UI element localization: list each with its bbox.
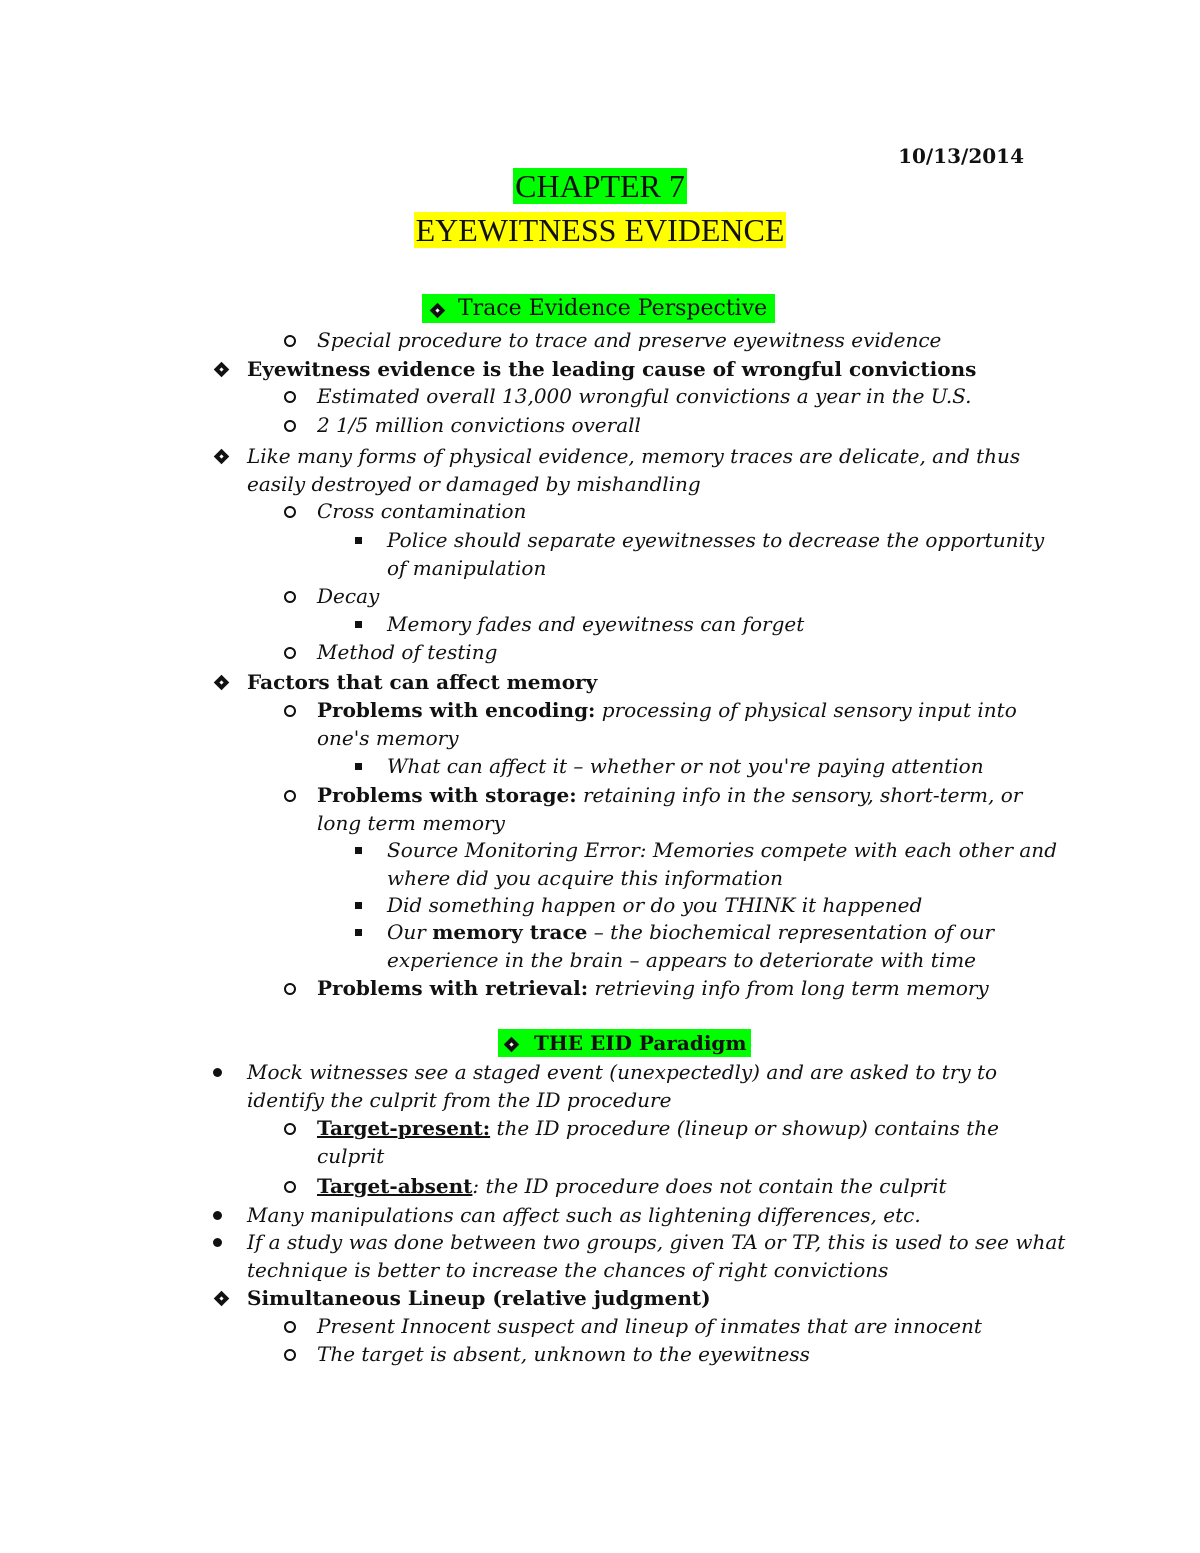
- storage-label: Problems with storage:: [317, 783, 577, 807]
- diamond-bullet-icon: [214, 362, 230, 378]
- target-present-item: [317, 1114, 999, 1142]
- encoding-text-2: one's memory: [317, 726, 459, 750]
- target-present-text: the ID procedure (lineup or showup) contains the: [490, 1116, 999, 1140]
- source-monitoring-2: where did you acquire this information: [387, 866, 783, 890]
- square-bullet-icon: [355, 929, 362, 936]
- circle-bullet-icon: [284, 983, 296, 995]
- factors-heading: Factors that can affect memory: [247, 670, 598, 694]
- diamond-bullet-icon: [214, 449, 230, 465]
- chapter-label: CHAPTER 7: [515, 168, 685, 204]
- memory-trace-bold: memory trace: [432, 920, 588, 944]
- circle-bullet-icon: [284, 1123, 296, 1135]
- like-line-1: Like many forms of physical evidence, memory traces are delicate, and thus: [247, 444, 1021, 468]
- police-line-2: of manipulation: [387, 556, 547, 580]
- if-study-line-1: If a study was done between two groups, given TA or TP, this is used to see what: [247, 1230, 1066, 1254]
- circle-bullet-icon: [284, 647, 296, 659]
- mock-line-2: identify the culprit from the ID procedure: [247, 1088, 672, 1112]
- target-present-label: Target-present:: [317, 1116, 491, 1140]
- estimated: Estimated overall 13,000 wrongful convictions a year in the U.S.: [317, 384, 972, 408]
- target-absent-unknown: The target is absent, unknown to the eyewitness: [317, 1342, 810, 1366]
- target-absent-item: [317, 1172, 947, 1200]
- million: 2 1/5 million convictions overall: [317, 413, 641, 437]
- retrieval-label: Problems with retrieval:: [317, 976, 589, 1000]
- circle-bullet-icon: [284, 1181, 296, 1193]
- leading-cause: Eyewitness evidence is the leading cause of wrongful convictions: [247, 357, 977, 381]
- circle-bullet-icon: [284, 1321, 296, 1333]
- circle-bullet-icon: [284, 506, 296, 518]
- circle-bullet-icon: [284, 420, 296, 432]
- circle-bullet-icon: [284, 790, 296, 802]
- if-study-line-2: technique is better to increase the chances of right convictions: [247, 1258, 889, 1282]
- cross-contamination: Cross contamination: [317, 499, 527, 523]
- encoding-sub: What can affect it – whether or not you're paying attention: [387, 754, 984, 778]
- simultaneous-lineup: Simultaneous Lineup (relative judgment): [247, 1286, 711, 1310]
- retrieval-text: retrieving info from long term memory: [588, 976, 989, 1000]
- square-bullet-icon: [355, 902, 362, 909]
- storage-text-2: long term memory: [317, 811, 505, 835]
- square-bullet-icon: [355, 763, 362, 770]
- did-something: Did something happen or do you THINK it happened: [387, 893, 923, 917]
- encoding-text: processing of physical sensory input into: [595, 698, 1017, 722]
- square-bullet-icon: [355, 847, 362, 854]
- storage-item: [317, 781, 1022, 809]
- round-bullet-icon: [213, 1211, 222, 1220]
- chapter-subtitle: [0, 212, 1200, 249]
- diamond-bullet-icon: [214, 675, 230, 691]
- eid-heading: THE EID Paradigm: [498, 1029, 751, 1057]
- square-bullet-icon: [355, 537, 362, 544]
- trace-heading: Trace Evidence Perspective: [422, 294, 775, 324]
- subtitle-label: EYEWITNESS EVIDENCE: [415, 212, 785, 248]
- diamond-bullet-icon: [214, 1291, 230, 1307]
- like-line-2: easily destroyed or damaged by mishandling: [247, 472, 701, 496]
- memory-trace-line: Our memory trace – the biochemical representation of our: [387, 920, 995, 944]
- diamond-bullet-icon: [504, 1037, 520, 1053]
- target-absent-text: : the ID procedure does not contain the culprit: [472, 1174, 947, 1198]
- memory-fades: Memory fades and eyewitness can forget: [387, 612, 805, 636]
- square-bullet-icon: [355, 621, 362, 628]
- retrieval-item: [317, 974, 989, 1002]
- target-absent-label: Target-absent: [317, 1174, 473, 1198]
- decay: Decay: [317, 584, 380, 608]
- circle-bullet-icon: [284, 391, 296, 403]
- encoding-item: [317, 696, 1017, 724]
- method-of-testing: Method of testing: [317, 640, 498, 664]
- circle-bullet-icon: [284, 1349, 296, 1361]
- circle-bullet-icon: [284, 591, 296, 603]
- storage-text: retaining info in the sensory, short-term, or: [576, 783, 1023, 807]
- mock-line-1: Mock witnesses see a staged event (unexpectedly) and are asked to try to: [247, 1060, 998, 1084]
- many-manipulations: Many manipulations can affect such as lightening differences, etc.: [247, 1203, 921, 1227]
- chapter-title: [0, 168, 1200, 205]
- present-innocent: Present Innocent suspect and lineup of inmates that are innocent: [317, 1314, 982, 1338]
- round-bullet-icon: [213, 1068, 222, 1077]
- source-monitoring-1: Source Monitoring Error: Memories compete with each other and: [387, 838, 1057, 862]
- target-present-text-2: culprit: [317, 1144, 385, 1168]
- memory-trace-line-2: experience in the brain – appears to deteriorate with time: [387, 948, 977, 972]
- trace-sub: Special procedure to trace and preserve eyewitness evidence: [317, 328, 942, 352]
- diamond-bullet-icon: [430, 303, 446, 319]
- encoding-label: Problems with encoding:: [317, 698, 596, 722]
- circle-bullet-icon: [284, 335, 296, 347]
- circle-bullet-icon: [284, 705, 296, 717]
- date: 10/13/2014: [898, 144, 1024, 168]
- police-line-1: Police should separate eyewitnesses to decrease the opportunity: [387, 528, 1045, 552]
- round-bullet-icon: [213, 1238, 222, 1247]
